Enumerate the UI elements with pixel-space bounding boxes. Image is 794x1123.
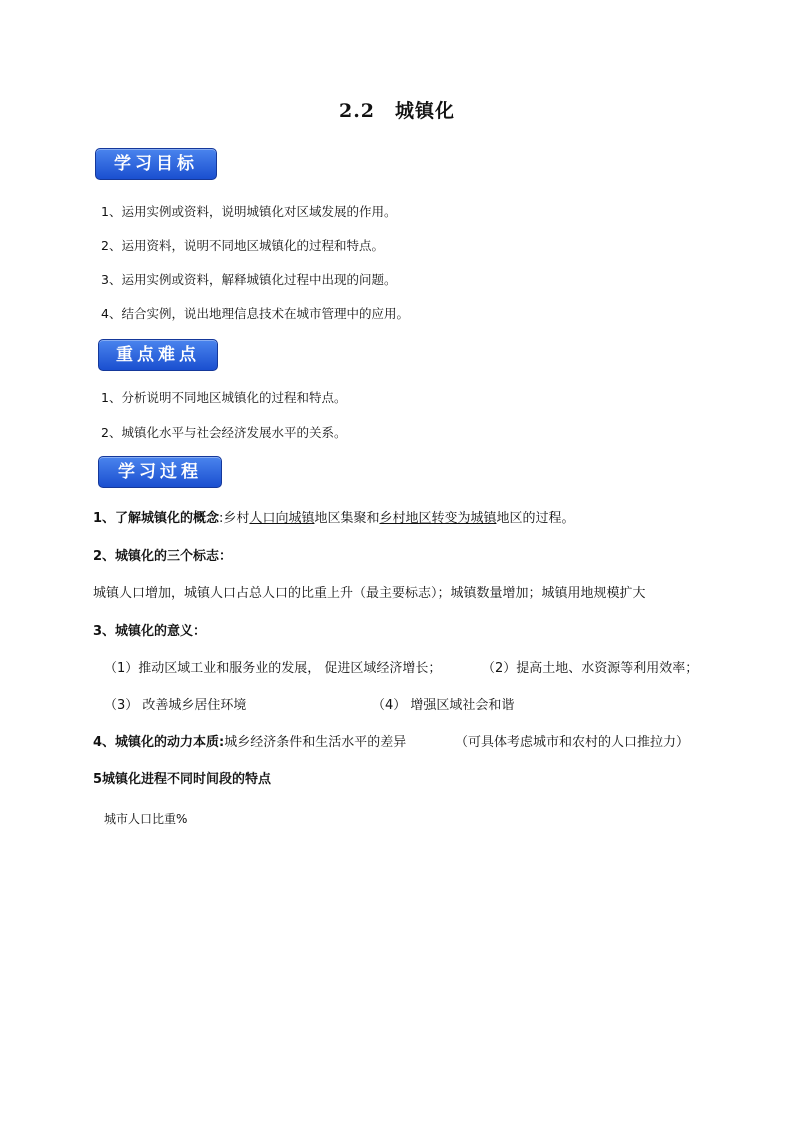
driving-force-line [93,731,406,750]
driving-force-text: 城乡经济条件和生活水平的差异 [224,735,407,750]
concept-underline-1: 人口向城镇 [249,511,315,526]
objective-item: 1、运用实例或资料，说明城镇化对区域发展的作用。 [101,204,397,219]
driving-force-note: （可具体考虑城市和农村的人口推拉力） [455,735,690,750]
concept-heading: 1、了解城镇化的概念 [93,511,220,526]
key-point-item: 1、分析说明不同地区城镇化的过程和特点。 [101,390,347,405]
signs-text: 城镇人口增加，城镇人口占总人口的比重上升（最主要标志）；城镇数量增加；城镇用地规模扩大 [93,586,646,601]
objective-item: 3、运用实例或资料，解释城镇化过程中出现的问题。 [101,272,397,287]
section-badge-key-points: 重点难点 [98,339,218,371]
key-point-item: 2、城镇化水平与社会经济发展水平的关系。 [101,425,347,440]
significance-item: （1）推动区域工业和服务业的发展， 促进区域经济增长； [104,661,442,676]
significance-item: （4） 增强区域社会和谐 [372,698,515,713]
significance-item: （2）提高土地、水资源等利用效率； [482,661,699,676]
section-badge-objectives: 学习目标 [95,148,217,180]
significance-item: （3） 改善城乡居住环境 [104,698,247,713]
concept-underline-2: 乡村地区转变为城镇 [379,511,497,526]
stages-heading: 5城镇化进程不同时间段的特点 [93,772,272,787]
concept-text: 地区的过程。 [496,511,575,526]
driving-force-heading: 4、城镇化的动力本质: [93,735,225,750]
concept-text: :乡村 [219,511,250,526]
objective-item: 4、结合实例，说出地理信息技术在城市管理中的应用。 [101,306,409,321]
concept-line [93,507,575,526]
objective-item: 2、运用资料，说明不同地区城镇化的过程和特点。 [101,238,384,253]
section-badge-process: 学习过程 [98,456,222,488]
significance-heading: 3、城镇化的意义： [93,624,207,639]
signs-heading: 2、城镇化的三个标志： [93,549,233,564]
concept-text: 地区集聚和 [314,511,380,526]
page-title: 2.2 城镇化 [338,100,456,122]
chart-y-axis-label: 城市人口比重% [104,812,188,826]
